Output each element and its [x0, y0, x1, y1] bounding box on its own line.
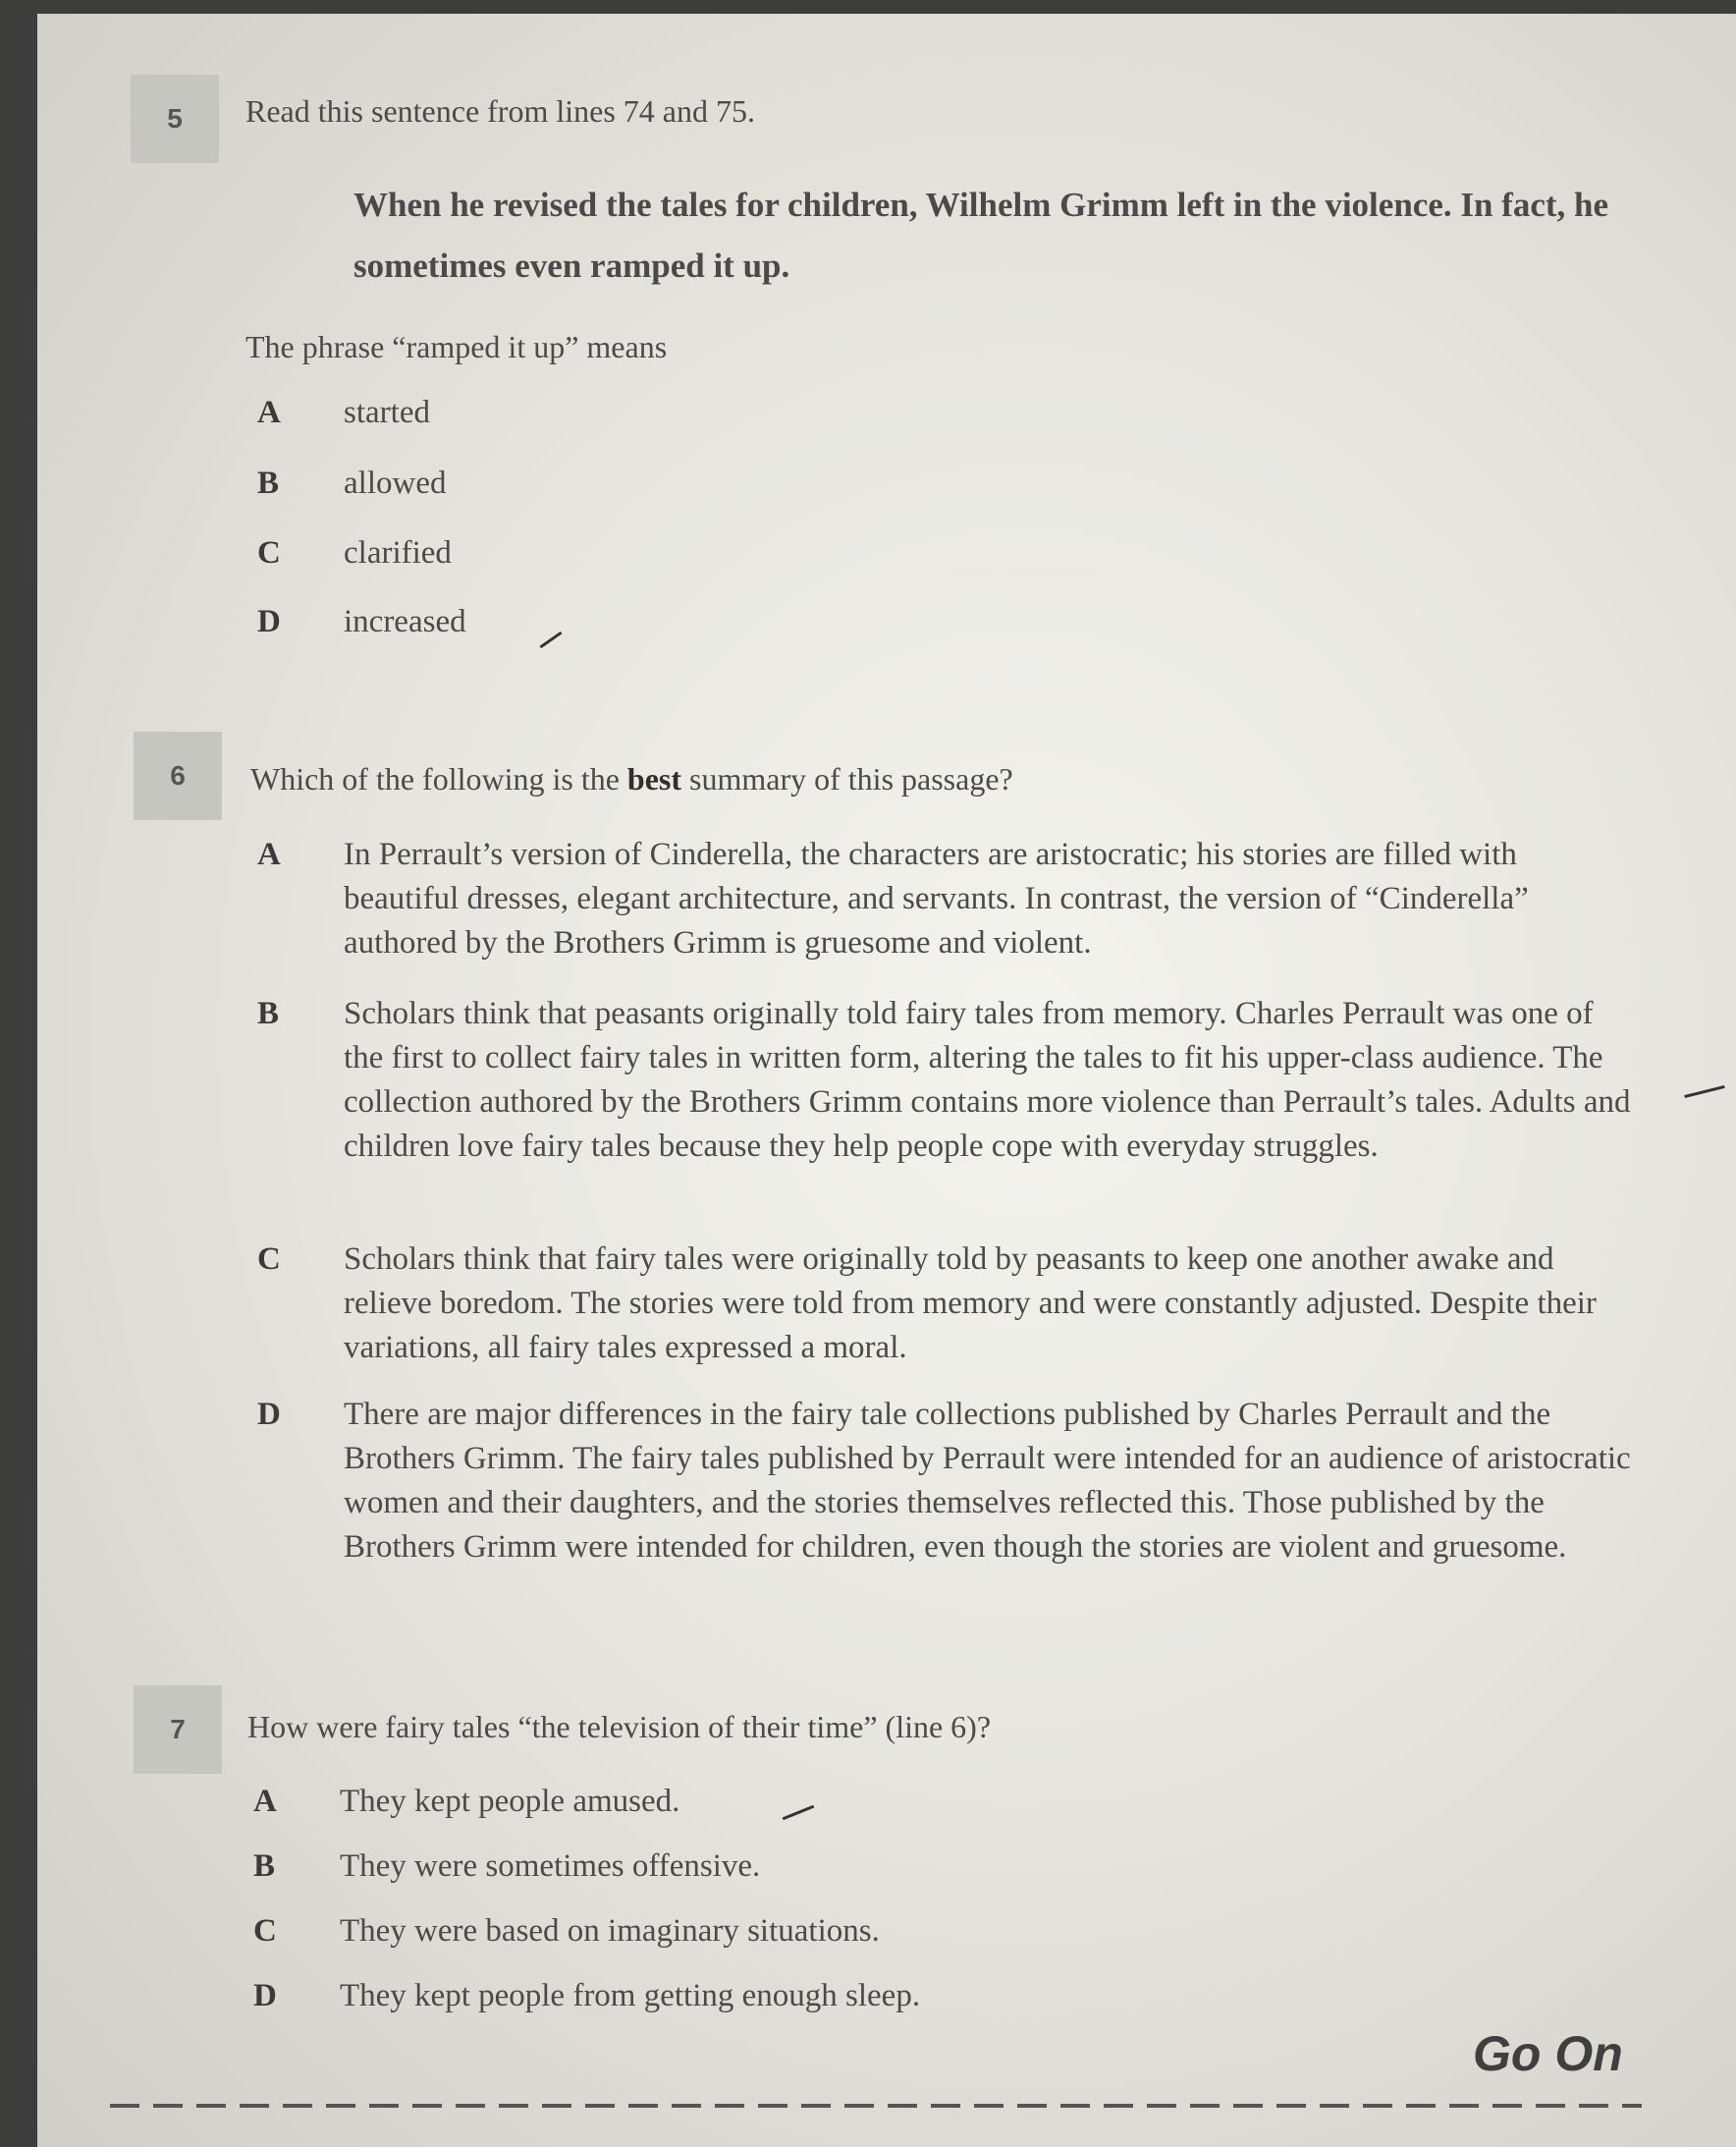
option-text: Scholars think that fairy tales were originally told by peasants to keep one another awake and relieve boredom. The stories were told from memory and were constantly adjusted. Despite their variations, all fairy tales expressed a moral.: [344, 1241, 1597, 1365]
q5-option-c[interactable]: [257, 531, 1640, 576]
option-text: There are major differences in the fairy tale collections published by Charles Perrault and the Brothers Grimm. The fairy tales published by Perrault were intended for an audience of aristocratic women and their daughters, and the stories themselves reflected this. Those published by the Brothers Grimm were intended for children, even though the stories are violent and gruesome.: [344, 1397, 1631, 1565]
q7-option-d[interactable]: [253, 1974, 1636, 2018]
question-6-stem: [250, 761, 1013, 798]
question-5-quote: When he revised the tales for children, Wilhelm Grimm left in the violence. In fact, he sometimes even ramped it up.: [353, 186, 1609, 285]
q5-option-d[interactable]: [257, 600, 1640, 644]
option-text: They were based on imaginary situations.: [340, 1913, 880, 1949]
option-letter: A: [253, 1784, 277, 1819]
option-letter: A: [257, 837, 281, 872]
option-text: increased: [344, 604, 466, 639]
question-7-number: 7: [134, 1685, 222, 1774]
option-letter: B: [257, 996, 280, 1031]
option-text: They kept people from getting enough sleep.: [340, 1978, 921, 2013]
question-5-stem: Read this sentence from lines 74 and 75.: [245, 93, 755, 129]
option-text: Scholars think that peasants originally told fairy tales from memory. Charles Perrault was one of the first to collect fairy tales in written form, altering the tales to fit his upper-class audience. The collection authored by the Brothers Grimm contains more violence than Perrault’s tales. Adults and children love fairy tales because they help people cope with everyday struggles.: [344, 996, 1631, 1164]
option-letter: D: [253, 1978, 277, 2013]
go-on-label: Go On: [1473, 2026, 1623, 2081]
option-text: In Perrault’s version of Cinderella, the characters are aristocratic; his stories are filled with beautiful dresses, elegant architecture, and servants. In contrast, the version of “Cinderella” authored by the Brothers Grimm is gruesome and violent.: [344, 837, 1529, 961]
option-letter: D: [257, 1397, 281, 1432]
dashed-divider: [110, 2104, 1642, 2108]
question-5-prompt: The phrase “ramped it up” means: [245, 329, 668, 364]
option-letter: B: [257, 466, 280, 501]
q5-option-a[interactable]: [257, 391, 1640, 435]
stem-text: Which of the following is the: [250, 761, 627, 797]
option-text: They kept people amused.: [340, 1784, 680, 1819]
q5-option-b[interactable]: [257, 462, 1640, 506]
stem-emphasis: best: [626, 761, 682, 797]
option-letter: D: [257, 604, 281, 639]
q6-option-d[interactable]: [257, 1393, 1640, 1569]
option-text: clarified: [344, 535, 452, 571]
q6-option-c[interactable]: [257, 1238, 1640, 1370]
q6-option-b[interactable]: [257, 992, 1640, 1169]
stem-text: summary of this passage?: [681, 761, 1013, 797]
question-7-stem: How were fairy tales “the television of their time” (line 6)?: [247, 1709, 992, 1744]
question-5-number: 5: [131, 75, 219, 163]
option-letter: B: [253, 1848, 276, 1884]
option-letter: A: [257, 395, 281, 430]
q7-option-b[interactable]: [253, 1844, 1636, 1889]
option-text: allowed: [344, 466, 447, 501]
option-letter: C: [257, 1241, 281, 1277]
option-text: They were sometimes offensive.: [340, 1848, 761, 1884]
q7-option-a[interactable]: [253, 1780, 1636, 1824]
q6-option-a[interactable]: [257, 833, 1640, 965]
q7-option-c[interactable]: [253, 1909, 1636, 1954]
option-text: started: [344, 395, 430, 430]
option-letter: C: [253, 1913, 277, 1949]
question-6-number: 6: [134, 732, 222, 820]
option-letter: C: [257, 535, 281, 571]
